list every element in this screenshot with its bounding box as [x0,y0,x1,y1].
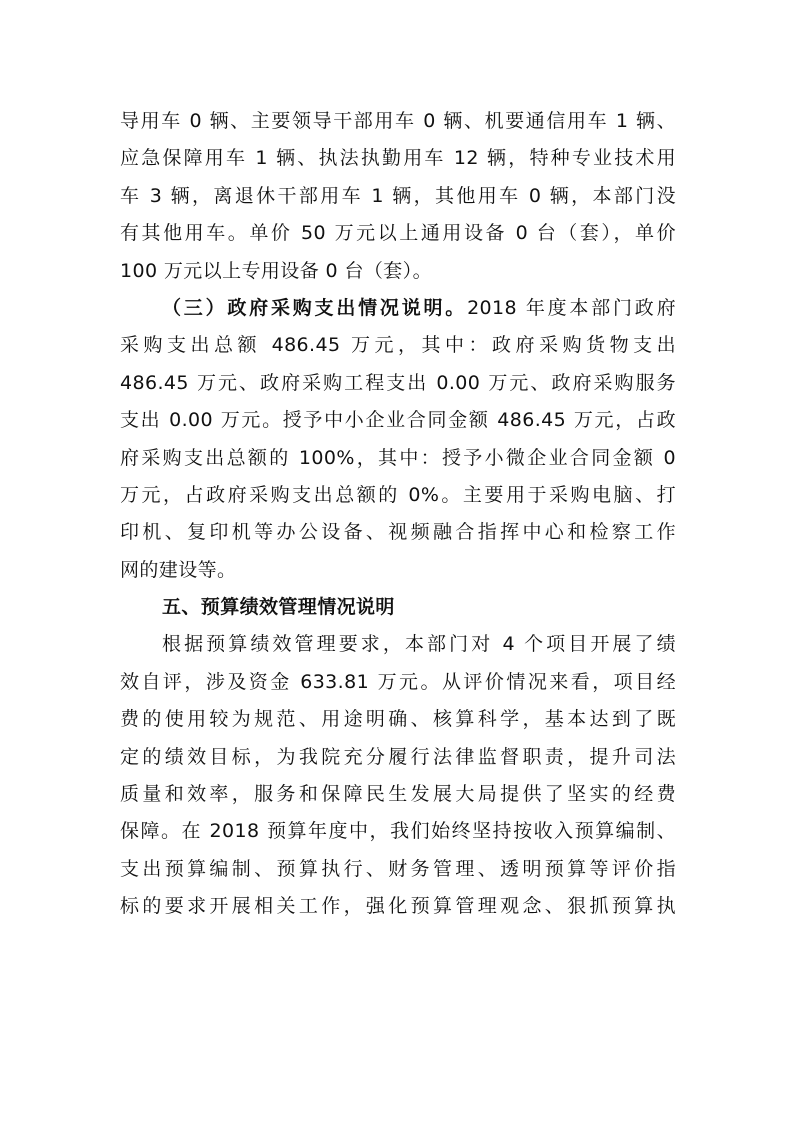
paragraph-line: 100 万元以上专用设备 0 台（套）。 [120,259,432,282]
paragraph-line: 车 3 辆，离退休干部用车 1 辆，其他用车 0 辆，本部门没 [120,184,676,207]
paragraph-line: 质量和效率，服务和保障民生发展大局提供了坚实的经费 [120,783,676,806]
document-body [120,103,676,926]
paragraph-line: 采购支出总额 486.45 万元，其中：政府采购货物支出 [120,334,676,357]
paragraph-line: 保障。在 2018 预算年度中，我们始终坚持按收入预算编制、 [120,820,676,843]
paragraph-line: 标的要求开展相关工作，强化预算管理观念、狠抓预算执 [120,895,676,918]
paragraph-line: 应急保障用车 1 辆、执法执勤用车 12 辆，特种专业技术用 [120,147,676,170]
paragraph-line: 有其他用车。单价 50 万元以上通用设备 0 台（套），单价 [120,222,676,245]
paragraph-line: 根据预算绩效管理要求，本部门对 4 个项目开展了绩 [162,633,676,656]
paragraph-line: 万元，占政府采购支出总额的 0%。主要用于采购电脑、打 [120,483,676,506]
section-heading: 五、预算绩效管理情况说明 [162,596,395,619]
procurement-first-line [120,290,676,327]
paragraph-line: 定的绩效目标，为我院充分履行法律监督职责，提升司法 [120,745,676,768]
paragraph-line: 印机、复印机等办公设备、视频融合指挥中心和检察工作 [120,521,676,544]
paragraph-line: 费的使用较为规范、用途明确、核算科学，基本达到了既 [120,708,676,731]
paragraph-line: 府采购支出总额的 100%，其中：授予小微企业合同金额 0 [120,446,676,469]
paragraph-line: 支出 0.00 万元。授予中小企业合同金额 486.45 万元，占政 [120,409,676,432]
paragraph-line: 486.45 万元、政府采购工程支出 0.00 万元、政府采购服务 [120,371,676,394]
procurement-heading: （三）政府采购支出情况说明。 [162,296,468,319]
paragraph-line: 网的建设等。 [120,558,237,581]
procurement-first-line-text: 2018 年度本部门政府 [467,296,676,319]
paragraph-line: 导用车 0 辆、主要领导干部用车 0 辆、机要通信用车 1 辆、 [120,110,676,132]
paragraph-line: 效自评，涉及资金 633.81 万元。从评价情况来看，项目经 [120,670,676,693]
paragraph-line: 支出预算编制、预算执行、财务管理、透明预算等评价指 [120,857,676,880]
